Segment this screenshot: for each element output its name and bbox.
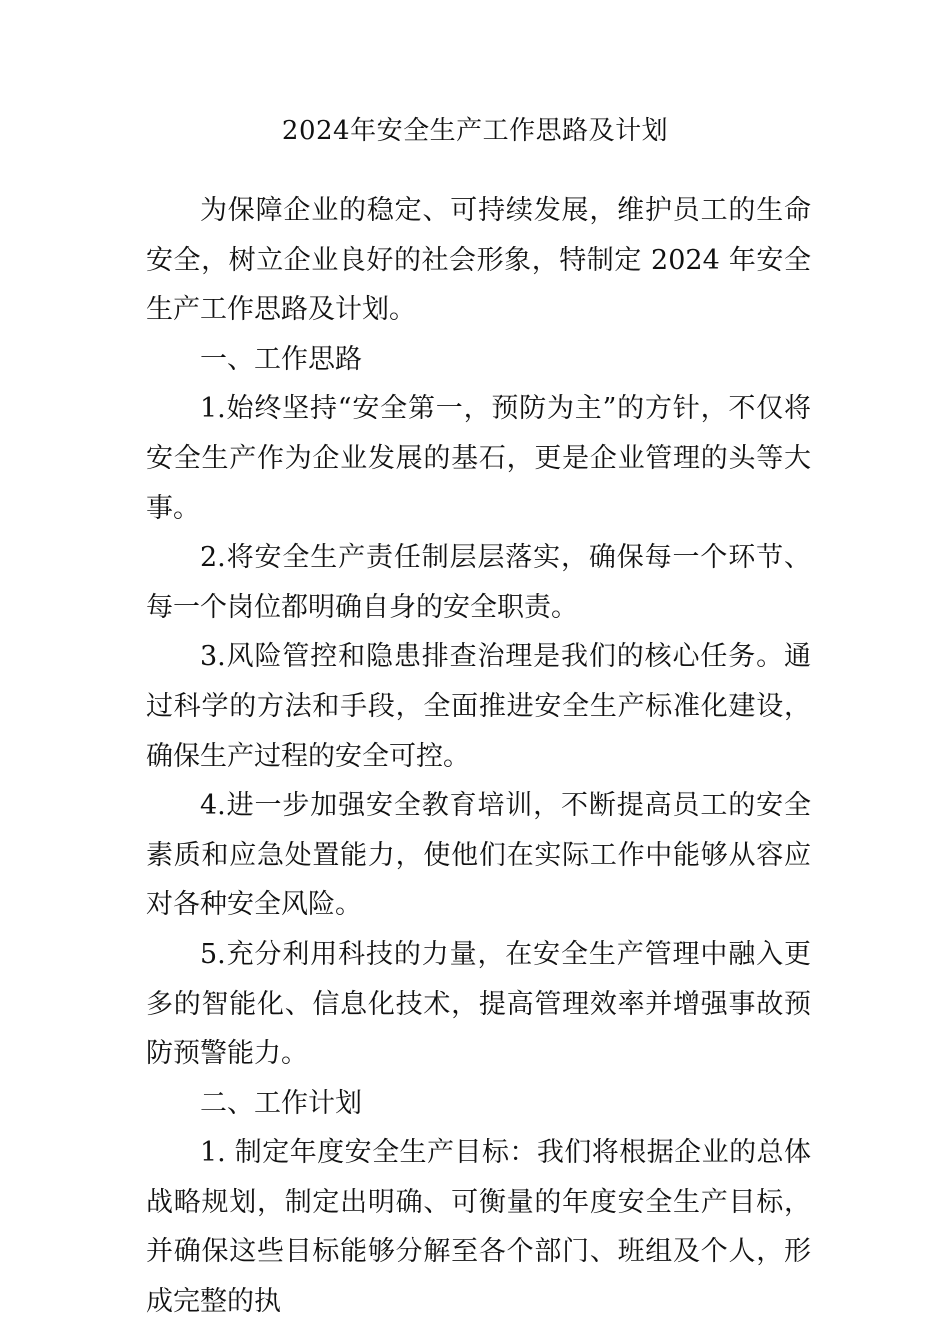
section-heading-work-ideas: 一、工作思路 — [200, 343, 362, 375]
idea-item-4: 4.进一步加强安全教育培训，不断提高员工的安全素质和应急处置能力，使他们在实际工作中能够从容应对各种安全风险。 — [146, 790, 811, 921]
document-body — [146, 186, 811, 1327]
idea-item-3: 3.风险管控和隐患排查治理是我们的核心任务。通过科学的方法和手段，全面推进安全生产标准化建设，确保生产过程的安全可控。 — [146, 641, 811, 772]
plan-item-1: 1. 制定年度安全生产目标：我们将根据企业的总体战略规划，制定出明确、可衡量的年度安全生产目标，并确保这些目标能够分解至各个部门、班组及个人，形成完整的执 — [146, 1137, 811, 1318]
document-title: 2024年安全生产工作思路及计划 — [281, 116, 669, 146]
idea-item-2: 2.将安全生产责任制层层落实，确保每一个环节、每一个岗位都明确自身的安全职责。 — [146, 542, 811, 623]
idea-item-1: 1.始终坚持“安全第一，预防为主”的方针，不仅将安全生产作为企业发展的基石，更是企业管理的头等大事。 — [146, 393, 811, 524]
intro-paragraph: 为保障企业的稳定、可持续发展，维护员工的生命安全，树立企业良好的社会形象，特制定 2024 年安全生产工作思路及计划。 — [146, 195, 811, 326]
idea-item-5: 5.充分利用科技的力量，在安全生产管理中融入更多的智能化、信息化技术，提高管理效率并增强事故预防预警能力。 — [146, 938, 811, 1070]
section-heading-work-plan: 二、工作计划 — [200, 1087, 362, 1119]
